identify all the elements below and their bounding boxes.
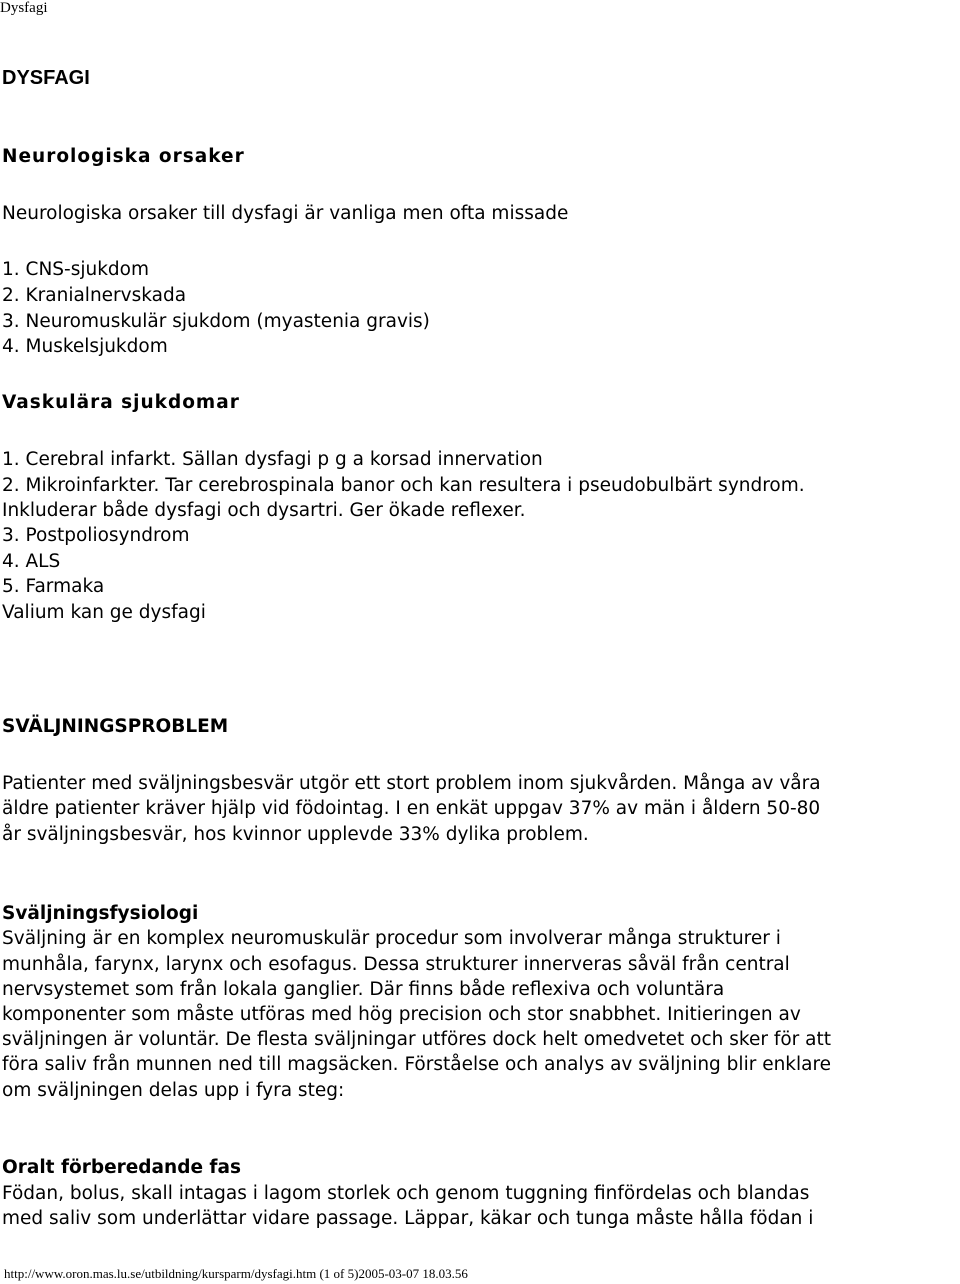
section-heading-oralt: Oralt förberedande fas — [2, 1157, 241, 1178]
document-title: DYSFAGI — [2, 67, 90, 89]
page-header-title: Dysfagi — [0, 0, 48, 16]
section-heading-svaljningsproblem: SVÄLJNINGSPROBLEM — [2, 716, 229, 737]
paragraph-line: 4. ALS — [2, 551, 61, 572]
paragraph-line: föra saliv från munnen ned till magsäcken. Förståelse och analys av sväljning blir enklare — [2, 1054, 832, 1075]
page-footer-url: http://www.oron.mas.lu.se/utbildning/kursparm/dysfagi.htm (1 of 5)2005-03-07 18.03.56 — [4, 1266, 468, 1281]
paragraph-line: med saliv som underlättar vidare passage. Läppar, käkar och tunga måste hålla födan i — [2, 1208, 814, 1229]
paragraph-line: Sväljning är en komplex neuromuskulär procedur som involverar många strukturer i — [2, 928, 781, 949]
paragraph-line: 5. Farmaka — [2, 576, 105, 597]
list-item: 1. CNS-sjukdom — [2, 259, 150, 280]
list-item: 4. Muskelsjukdom — [2, 336, 168, 357]
paragraph-line: Inkluderar både dysfagi och dysartri. Ger ökade reflexer. — [2, 500, 526, 521]
paragraph-line: Valium kan ge dysfagi — [2, 602, 206, 623]
paragraph-line: äldre patienter kräver hjälp vid födointag. I en enkät uppgav 37% av män i åldern 50-80 — [2, 798, 821, 819]
paragraph-line: sväljningen är voluntär. De flesta sväljningar utföres dock helt omedvetet och sker för att — [2, 1029, 831, 1050]
paragraph-line: Patienter med sväljningsbesvär utgör ett stort problem inom sjukvården. Många av våra — [2, 773, 821, 794]
paragraph-line: 1. Cerebral infarkt. Sällan dysfagi p g a korsad innervation — [2, 449, 543, 470]
paragraph-line: komponenter som måste utföras med hög precision och stor snabbhet. Initieringen av — [2, 1004, 801, 1025]
paragraph-line: 2. Mikroinfarkter. Tar cerebrospinala banor och kan resultera i pseudobulbärt syndrom. — [2, 475, 805, 496]
paragraph-line: nervsystemet som från lokala ganglier. Där finns både reflexiva och voluntära — [2, 979, 725, 1000]
paragraph-line: år sväljningsbesvär, hos kvinnor upplevde 33% dylika problem. — [2, 824, 589, 845]
paragraph-line: munhåla, farynx, larynx och esofagus. Dessa strukturer innerveras såväl från central — [2, 954, 790, 975]
section-heading-vaskulara: Vaskulära sjukdomar — [2, 392, 240, 413]
paragraph-line: 3. Postpoliosyndrom — [2, 525, 190, 546]
paragraph-line: om sväljningen delas upp i fyra steg: — [2, 1080, 345, 1101]
paragraph-line: Födan, bolus, skall intagas i lagom storlek och genom tuggning finfördelas och blandas — [2, 1183, 810, 1204]
neuro-intro: Neurologiska orsaker till dysfagi är vanliga men ofta missade — [2, 203, 569, 224]
list-item: 2. Kranialnervskada — [2, 285, 187, 306]
section-heading-neurologiska: Neurologiska orsaker — [2, 146, 245, 167]
list-item: 3. Neuromuskulär sjukdom (myastenia gravis) — [2, 311, 430, 332]
section-heading-svaljningsfysiologi: Sväljningsfysiologi — [2, 903, 199, 924]
